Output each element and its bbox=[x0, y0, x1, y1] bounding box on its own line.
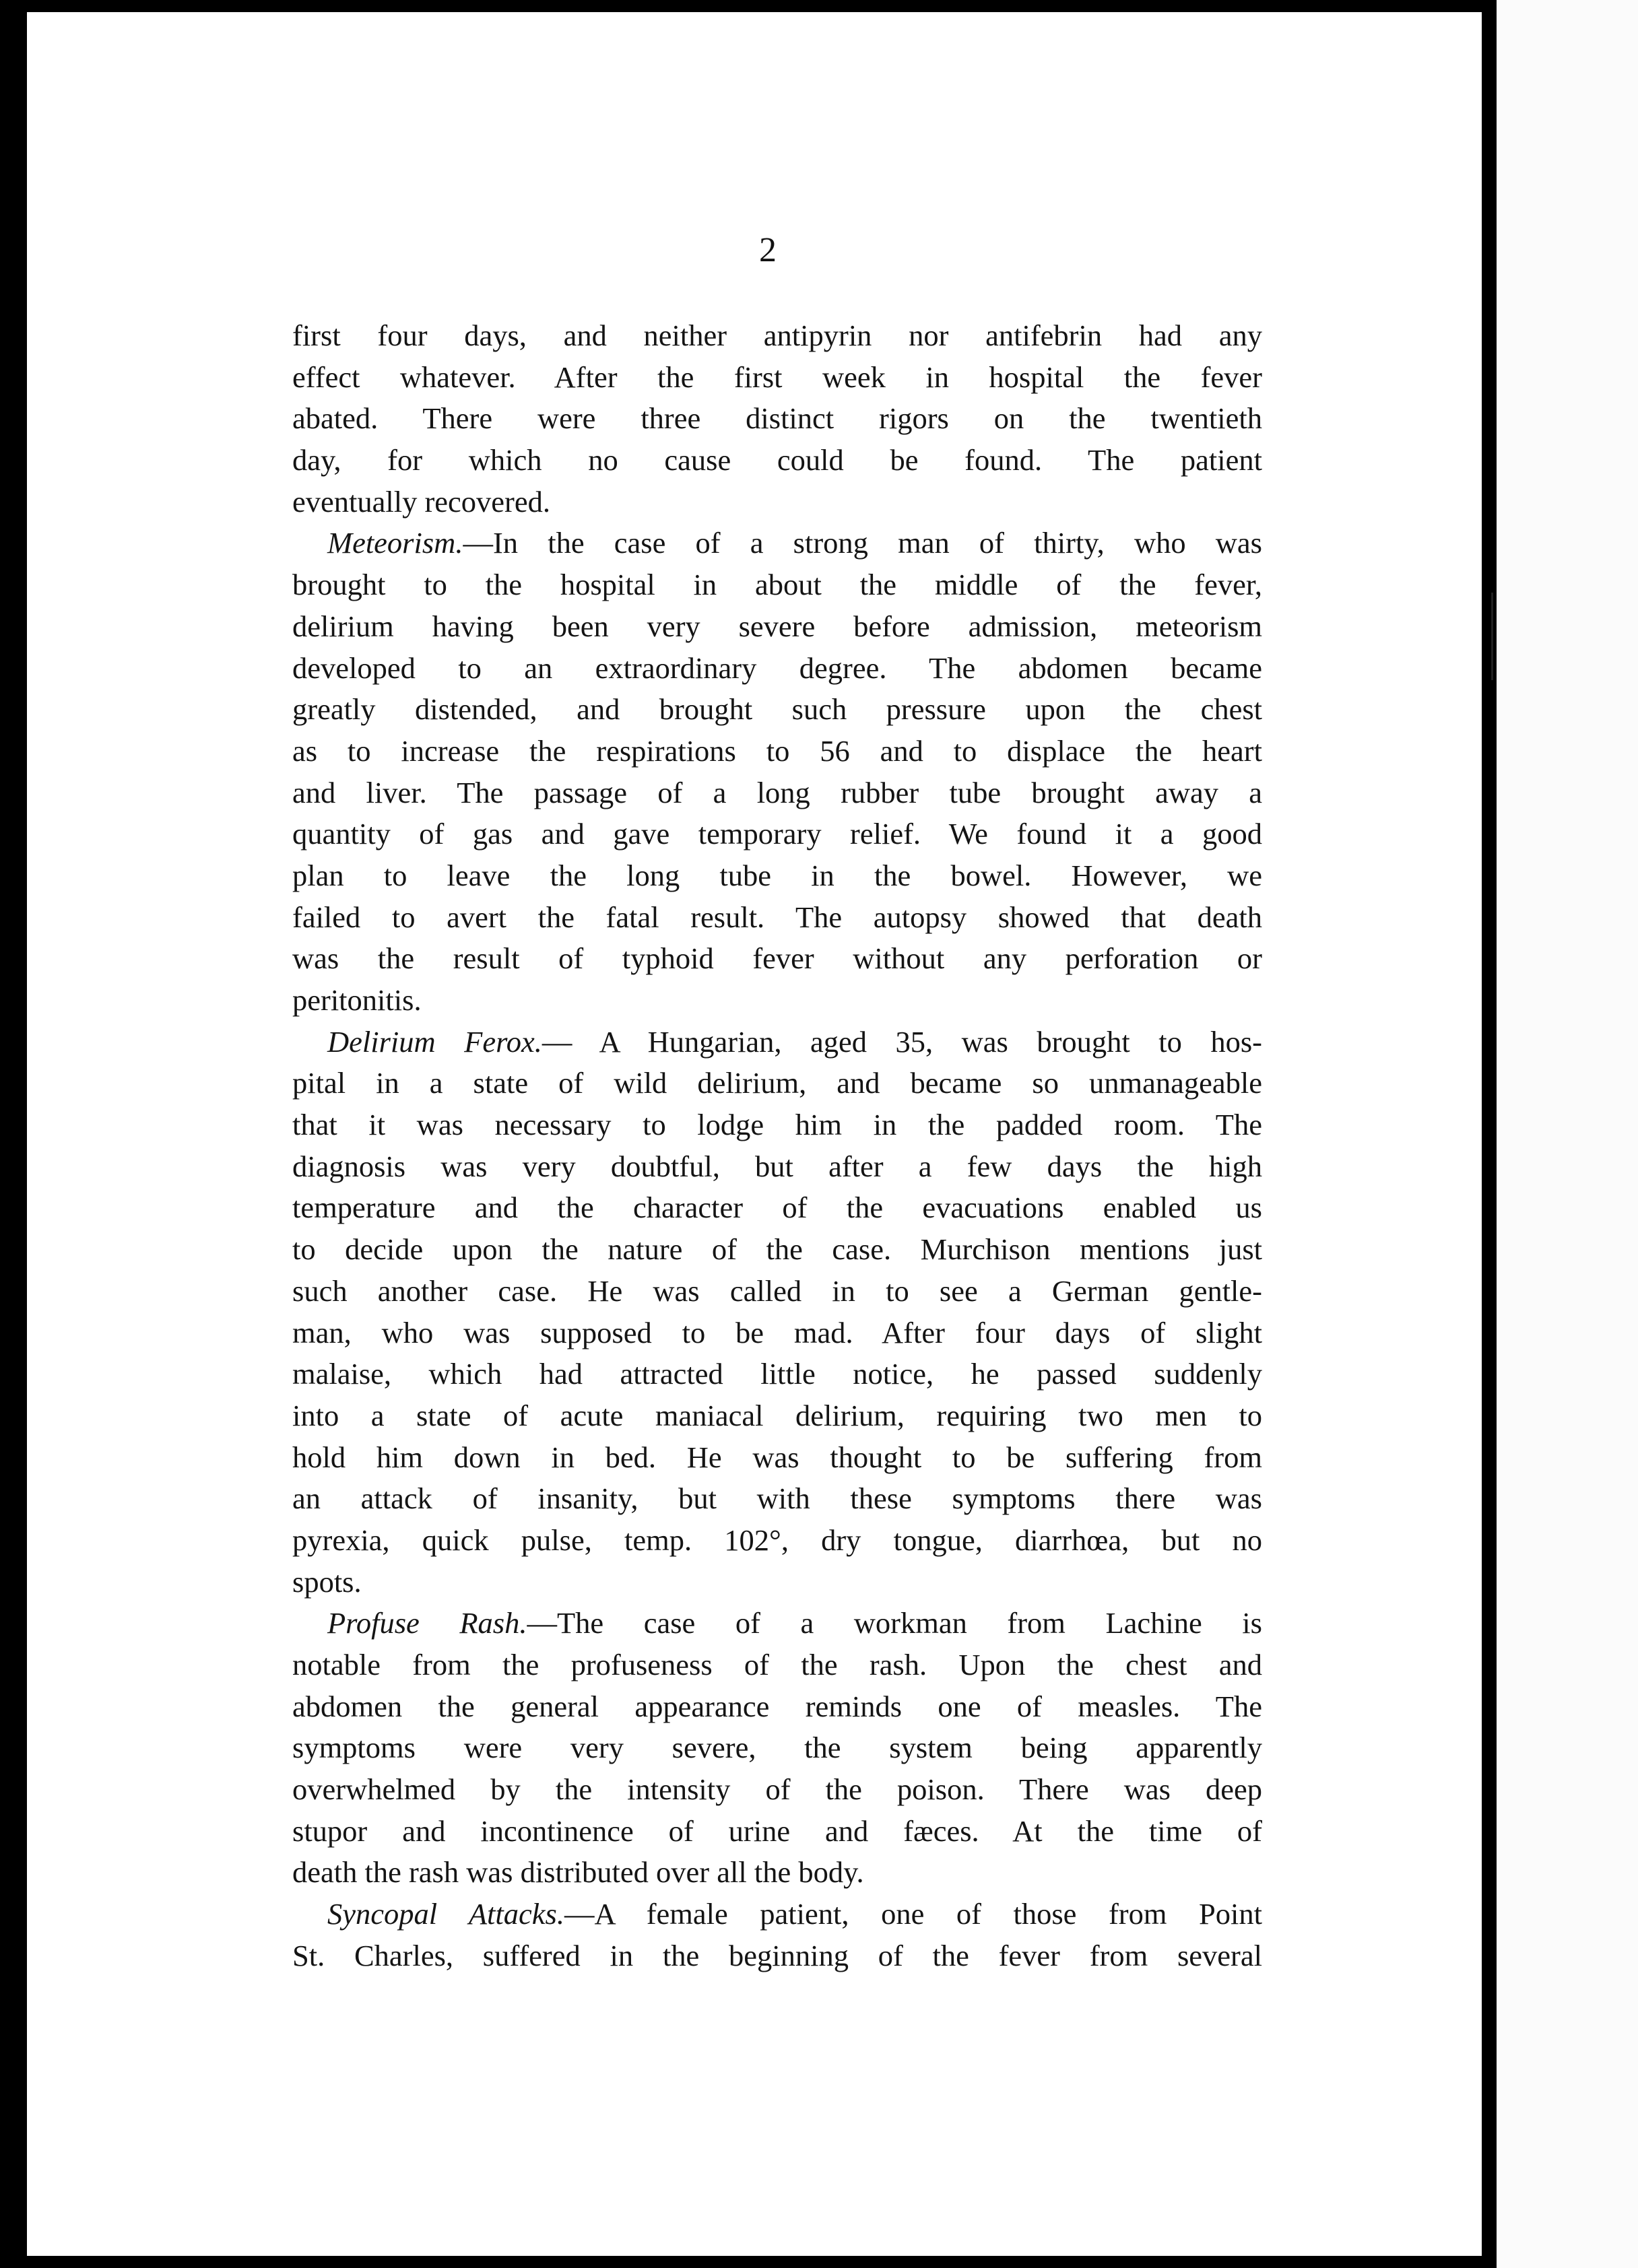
text-line: greatly distended, and brought such pressure upon the chest bbox=[292, 692, 1262, 727]
gutter-mark bbox=[1491, 593, 1493, 680]
text-fragment: —A female patient, one of those from Point bbox=[564, 1897, 1262, 1931]
scan-border-left bbox=[0, 0, 27, 2268]
text-line: first four days, and neither antipyrin nor antifebrin had any bbox=[292, 319, 1262, 352]
section-heading-delirium-ferox: Delirium Ferox. bbox=[327, 1024, 542, 1059]
section-heading-meteorism: Meteorism. bbox=[327, 526, 463, 560]
text-line: symptoms were very severe, the system being apparently bbox=[292, 1731, 1262, 1765]
text-line: eventually recovered. bbox=[292, 484, 550, 519]
section-heading-syncopal-attacks: Syncopal Attacks. bbox=[327, 1897, 564, 1931]
text-fragment: —The case of a workman from Lachine is bbox=[527, 1606, 1262, 1640]
page-number: 2 bbox=[759, 231, 777, 269]
text-line: as to increase the respirations to 56 and to displace the heart bbox=[292, 733, 1262, 768]
text-line: effect whatever. After the first week in hospital the fever bbox=[292, 360, 1262, 394]
text-line: peritonitis. bbox=[292, 983, 422, 1017]
text-line: developed to an extraordinary degree. The abdomen became bbox=[292, 651, 1262, 685]
text-fragment: —In the case of a strong man of thirty, who was bbox=[463, 526, 1262, 560]
text-line: abated. There were three distinct rigors on the twentieth bbox=[292, 401, 1262, 436]
text-line: such another case. He was called in to see a German gentle- bbox=[292, 1273, 1262, 1308]
paragraph-opening-line bbox=[292, 1022, 1262, 1063]
text-line: plan to leave the long tube in the bowel. However, we bbox=[292, 858, 1262, 892]
text-line: an attack of insanity, but with these symptoms there was bbox=[292, 1481, 1262, 1516]
scan-border-right bbox=[1482, 0, 1497, 2268]
scan-border-top bbox=[0, 0, 1638, 12]
text-line: delirium having been very severe before admission, meteorism bbox=[292, 609, 1262, 643]
text-line: into a state of acute maniacal delirium, requiring two men to bbox=[292, 1398, 1262, 1432]
text-fragment: — A Hungarian, aged 35, was brought to hos- bbox=[542, 1024, 1262, 1059]
text-line: abdomen the general appearance reminds one of measles. The bbox=[292, 1689, 1262, 1723]
text-line: temperature and the character of the evacuations enabled us bbox=[292, 1191, 1262, 1225]
text-line: day, for which no cause could be found. The patient bbox=[292, 443, 1262, 477]
text-line: pyrexia, quick pulse, temp. 102°, dry tongue, diarrhœa, but no bbox=[292, 1523, 1262, 1557]
text-line: notable from the profuseness of the rash. Upon the chest and bbox=[292, 1648, 1262, 1681]
text-line: stupor and incontinence of urine and fæces. At the time of bbox=[292, 1813, 1262, 1848]
text-line: spots. bbox=[292, 1564, 362, 1599]
body-text bbox=[292, 315, 1262, 1977]
scan-border-bottom bbox=[0, 2256, 1638, 2268]
paragraph-opening-line bbox=[292, 1894, 1262, 1935]
text-line: overwhelmed by the intensity of the poison. There was deep bbox=[292, 1772, 1262, 1807]
text-line: hold him down in bed. He was thought to be suffering from bbox=[292, 1440, 1262, 1474]
paragraph-opening-line bbox=[292, 523, 1262, 564]
text-line: brought to the hospital in about the middle of the fever, bbox=[292, 568, 1262, 602]
section-heading-profuse-rash: Profuse Rash. bbox=[327, 1606, 527, 1640]
text-line: to decide upon the nature of the case. Murchison mentions just bbox=[292, 1232, 1262, 1267]
text-line: was the result of typhoid fever without any perforation or bbox=[292, 941, 1262, 976]
adjacent-page-edge bbox=[1497, 0, 1638, 2268]
text-line: malaise, which had attracted little notice, he passed suddenly bbox=[292, 1357, 1262, 1391]
text-line: quantity of gas and gave temporary relief. We found it a good bbox=[292, 817, 1262, 851]
text-line: and liver. The passage of a long rubber tube brought away a bbox=[292, 775, 1262, 809]
text-line: failed to avert the fatal result. The autopsy showed that death bbox=[292, 900, 1262, 934]
text-line: St. Charles, suffered in the beginning of the fever from several bbox=[292, 1938, 1262, 1972]
text-line: that it was necessary to lodge him in the padded room. The bbox=[292, 1108, 1262, 1142]
paragraph-opening-line bbox=[292, 1603, 1262, 1644]
text-line: death the rash was distributed over all the body. bbox=[292, 1855, 864, 1890]
text-line: pital in a state of wild delirium, and became so unmanageable bbox=[292, 1066, 1262, 1100]
text-line: man, who was supposed to be mad. After four days of slight bbox=[292, 1315, 1262, 1349]
text-line: diagnosis was very doubtful, but after a few days the high bbox=[292, 1149, 1262, 1183]
